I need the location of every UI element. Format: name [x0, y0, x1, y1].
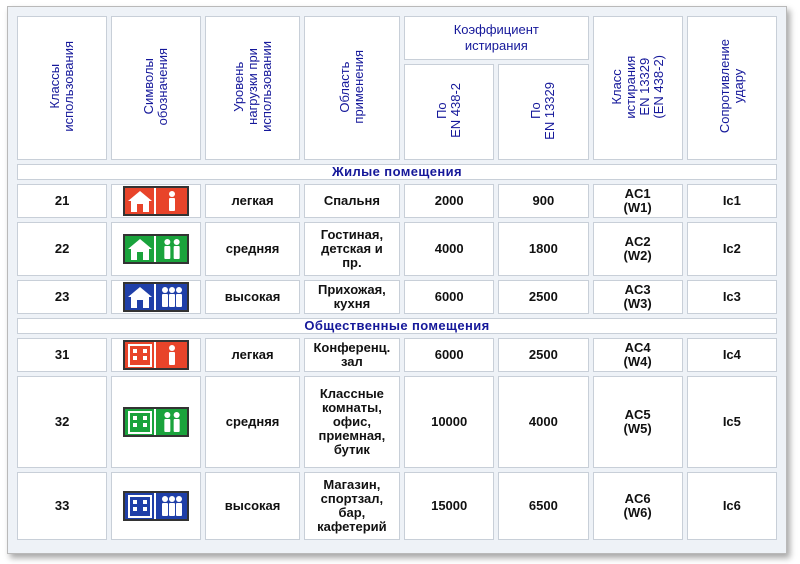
- area-cell: Магазин, спортзал, бар, кафетерий: [304, 472, 400, 540]
- table-row: [17, 184, 777, 218]
- house-people-icon: [123, 234, 189, 264]
- area-cell: Спальня: [304, 184, 400, 218]
- table-row: [17, 472, 777, 540]
- abrasion-class-cell: AC5 (W5): [593, 376, 683, 468]
- symbol-cell: [111, 222, 201, 276]
- load-cell: легкая: [205, 338, 299, 372]
- class-cell: 31: [17, 338, 107, 372]
- en438-cell: 15000: [404, 472, 494, 540]
- house-crowd-icon: [123, 282, 189, 312]
- area-cell: Классные комнаты, офис, приемная, бутик: [304, 376, 400, 468]
- table-row: [17, 222, 777, 276]
- header-class: Классы использования: [17, 16, 107, 160]
- header-load: Уровень нагрузки при использовании: [205, 16, 299, 160]
- section-title: Жилые помещения: [17, 164, 777, 180]
- class-cell: 32: [17, 376, 107, 468]
- impact-cell: Ic5: [687, 376, 777, 468]
- impact-cell: Ic2: [687, 222, 777, 276]
- abrasion-class-cell: AC4 (W4): [593, 338, 683, 372]
- en13329-cell: 1800: [498, 222, 588, 276]
- symbol-cell: [111, 472, 201, 540]
- load-cell: легкая: [205, 184, 299, 218]
- building-crowd-icon: [123, 491, 189, 521]
- symbol-cell: [111, 184, 201, 218]
- load-cell: высокая: [205, 472, 299, 540]
- abrasion-class-cell: AC6 (W6): [593, 472, 683, 540]
- class-cell: 33: [17, 472, 107, 540]
- table-frame: [7, 6, 787, 554]
- building-people-icon: [123, 407, 189, 437]
- building-person-icon: [123, 340, 189, 370]
- header-symbols: Символы обозначения: [111, 16, 201, 160]
- en438-cell: 4000: [404, 222, 494, 276]
- load-cell: высокая: [205, 280, 299, 314]
- table-row: [17, 376, 777, 468]
- header-area: Область применения: [304, 16, 400, 160]
- impact-cell: Ic4: [687, 338, 777, 372]
- en438-cell: 2000: [404, 184, 494, 218]
- header-impact: Сопротивление удару: [687, 16, 777, 160]
- impact-cell: Ic6: [687, 472, 777, 540]
- abrasion-class-cell: AC2 (W2): [593, 222, 683, 276]
- section-row: [17, 318, 777, 334]
- en438-cell: 6000: [404, 280, 494, 314]
- en13329-cell: 2500: [498, 338, 588, 372]
- area-cell: Конференц. зал: [304, 338, 400, 372]
- symbol-cell: [111, 280, 201, 314]
- abrasion-class-cell: AC3 (W3): [593, 280, 683, 314]
- load-cell: средняя: [205, 222, 299, 276]
- load-cell: средняя: [205, 376, 299, 468]
- house-person-icon: [123, 186, 189, 216]
- area-cell: Гостиная, детская и пр.: [304, 222, 400, 276]
- header-en13329: По EN 13329: [498, 64, 588, 160]
- en438-cell: 10000: [404, 376, 494, 468]
- en13329-cell: 2500: [498, 280, 588, 314]
- en13329-cell: 900: [498, 184, 588, 218]
- header-en438: По EN 438-2: [404, 64, 494, 160]
- section-row: [17, 164, 777, 180]
- class-cell: 21: [17, 184, 107, 218]
- impact-cell: Ic1: [687, 184, 777, 218]
- header-coefficient: Коэффициент истирания: [404, 16, 588, 60]
- flooring-class-table: [13, 12, 781, 544]
- section-title: Общественные помещения: [17, 318, 777, 334]
- class-cell: 22: [17, 222, 107, 276]
- area-cell: Прихожая, кухня: [304, 280, 400, 314]
- symbol-cell: [111, 338, 201, 372]
- symbol-cell: [111, 376, 201, 468]
- class-cell: 23: [17, 280, 107, 314]
- header-abrasion-class: Класс истирания EN 13329 (EN 438-2): [593, 16, 683, 160]
- impact-cell: Ic3: [687, 280, 777, 314]
- en13329-cell: 4000: [498, 376, 588, 468]
- table-row: [17, 338, 777, 372]
- en13329-cell: 6500: [498, 472, 588, 540]
- abrasion-class-cell: AC1 (W1): [593, 184, 683, 218]
- table-row: [17, 280, 777, 314]
- en438-cell: 6000: [404, 338, 494, 372]
